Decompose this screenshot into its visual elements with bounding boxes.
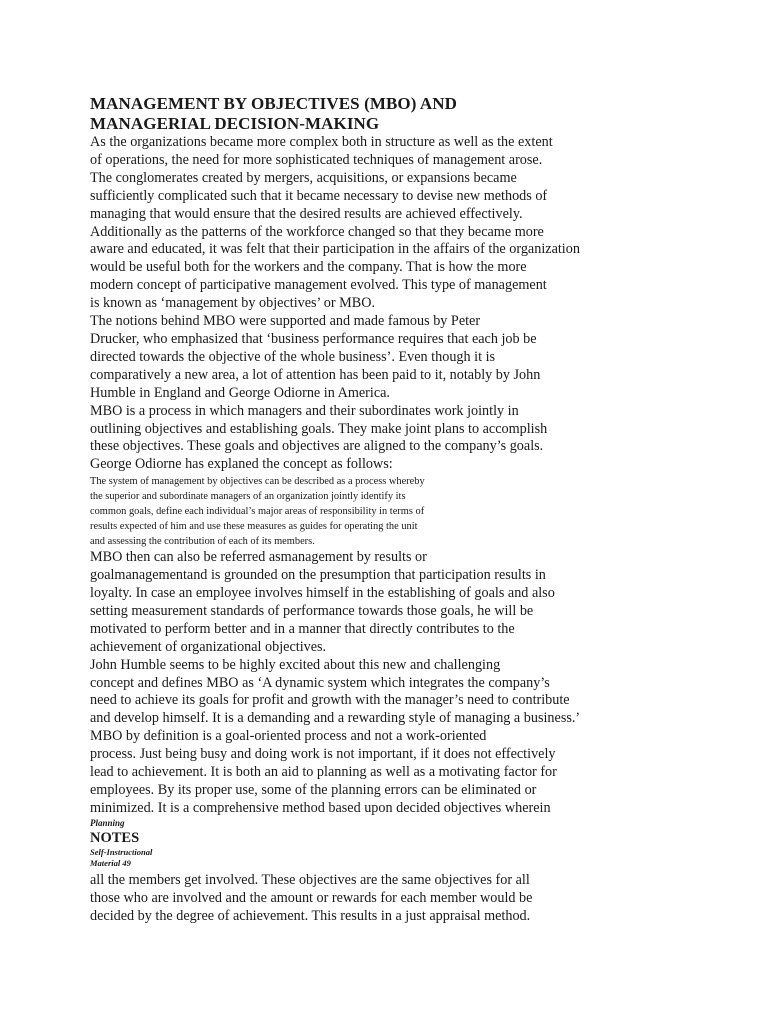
text-line: these objectives. These goals and objectives are aligned to the company’s goals. [90,438,544,455]
body-text-block-1 [90,134,730,474]
text-line: outlining objectives and establishing goals. They make joint plans to accomplish [90,420,548,437]
block-quote [90,474,730,549]
quote-line: and assessing the contribution of each of its members. [90,536,315,548]
text-line: John Humble seems to be highly excited about this new and challenging [90,656,501,673]
text-line: concept and defines MBO as ‘A dynamic system which integrates the company’s [90,674,550,691]
text-line: MBO then can also be referred asmanagement by results or [90,549,427,566]
text-line: motivated to perform better and in a manner that directly contributes to the [90,620,515,637]
text-line: achievement of organizational objectives. [90,638,327,655]
text-line: MBO by definition is a goal-oriented process and not a work-oriented [90,728,487,745]
running-head: Planning [90,817,125,828]
text-line: minimized. It is a comprehensive method based upon decided objectives wherein [90,799,551,816]
text-line: managing that would ensure that the desired results are achieved effectively. [90,205,523,222]
text-line: decided by the degree of achievement. This results in a just appraisal method. [90,907,531,924]
text-line: directed towards the objective of the whole business’. Even though it is [90,348,496,365]
text-line: aware and educated, it was felt that their participation in the affairs of the organization [90,241,580,258]
text-line: all the members get involved. These objectives are the same objectives for all [90,871,530,888]
text-line: would be useful both for the workers and the company. That is how the more [90,259,527,276]
text-line: comparatively a new area, a lot of attention has been paid to it, notably by John [90,366,541,383]
section-title-line: MANAGEMENT BY OBJECTIVES (MBO) AND [90,94,458,113]
text-line: process. Just being busy and doing work is not important, if it does not effectively [90,746,556,763]
section-title [90,94,730,134]
text-line: George Odiorne has explaned the concept as follows: [90,456,393,473]
text-line: loyalty. In case an employee involves himself in the establishing of goals and also [90,585,555,602]
text-line: The notions behind MBO were supported and made famous by Peter [90,313,481,330]
text-line: setting measurement standards of performance towards those goals, he will be [90,602,534,619]
text-line: As the organizations became more complex both in structure as well as the extent [90,134,553,150]
text-line: goalmanagementand is grounded on the presumption that participation results in [90,567,546,584]
text-line: of operations, the need for more sophisticated techniques of management arose. [90,151,543,168]
text-line: is known as ‘management by objectives’ or MBO. [90,295,376,312]
notes-label: NOTES [90,829,140,846]
text-line: Humble in England and George Odiorne in America. [90,384,390,401]
text-line: employees. By its proper use, some of the planning errors can be eliminated or [90,782,537,798]
quote-line: the superior and subordinate managers of an organization jointly identify its [90,491,406,503]
text-line: Additionally as the patterns of the workforce changed so that they became more [90,223,544,240]
section-title-line: MANAGERIAL DECISION-MAKING [90,114,380,133]
page-number: Material 49 [90,857,131,868]
text-line: modern concept of participative management evolved. This type of management [90,277,547,294]
quote-line: results expected of him and use these measures as guides for operating the unit [90,521,418,533]
quote-line: The system of management by objectives can be described as a process whereby [90,476,425,488]
text-line: those who are involved and the amount or rewards for each member would be [90,889,533,906]
text-line: Drucker, who emphasized that ‘business performance requires that each job be [90,330,537,347]
text-line: lead to achievement. It is both an aid to planning as well as a motivating factor for [90,764,557,781]
text-line: sufficiently complicated such that it became necessary to devise new methods of [90,187,548,204]
body-text-block-2 [90,549,730,818]
text-line: need to achieve its goals for profit and growth with the manager’s need to contribute [90,692,570,709]
quote-line: common goals, define each individual’s major areas of responsibility in terms of [90,506,425,518]
document-page [90,94,730,926]
text-line: MBO is a process in which managers and their subordinates work jointly in [90,402,519,419]
margin-note-line: Self-Instructional [90,846,153,857]
text-line: and develop himself. It is a demanding and a rewarding style of managing a business.’ [90,710,581,727]
body-text-block-3 [90,872,730,926]
text-line: The conglomerates created by mergers, acquisitions, or expansions became [90,169,517,186]
